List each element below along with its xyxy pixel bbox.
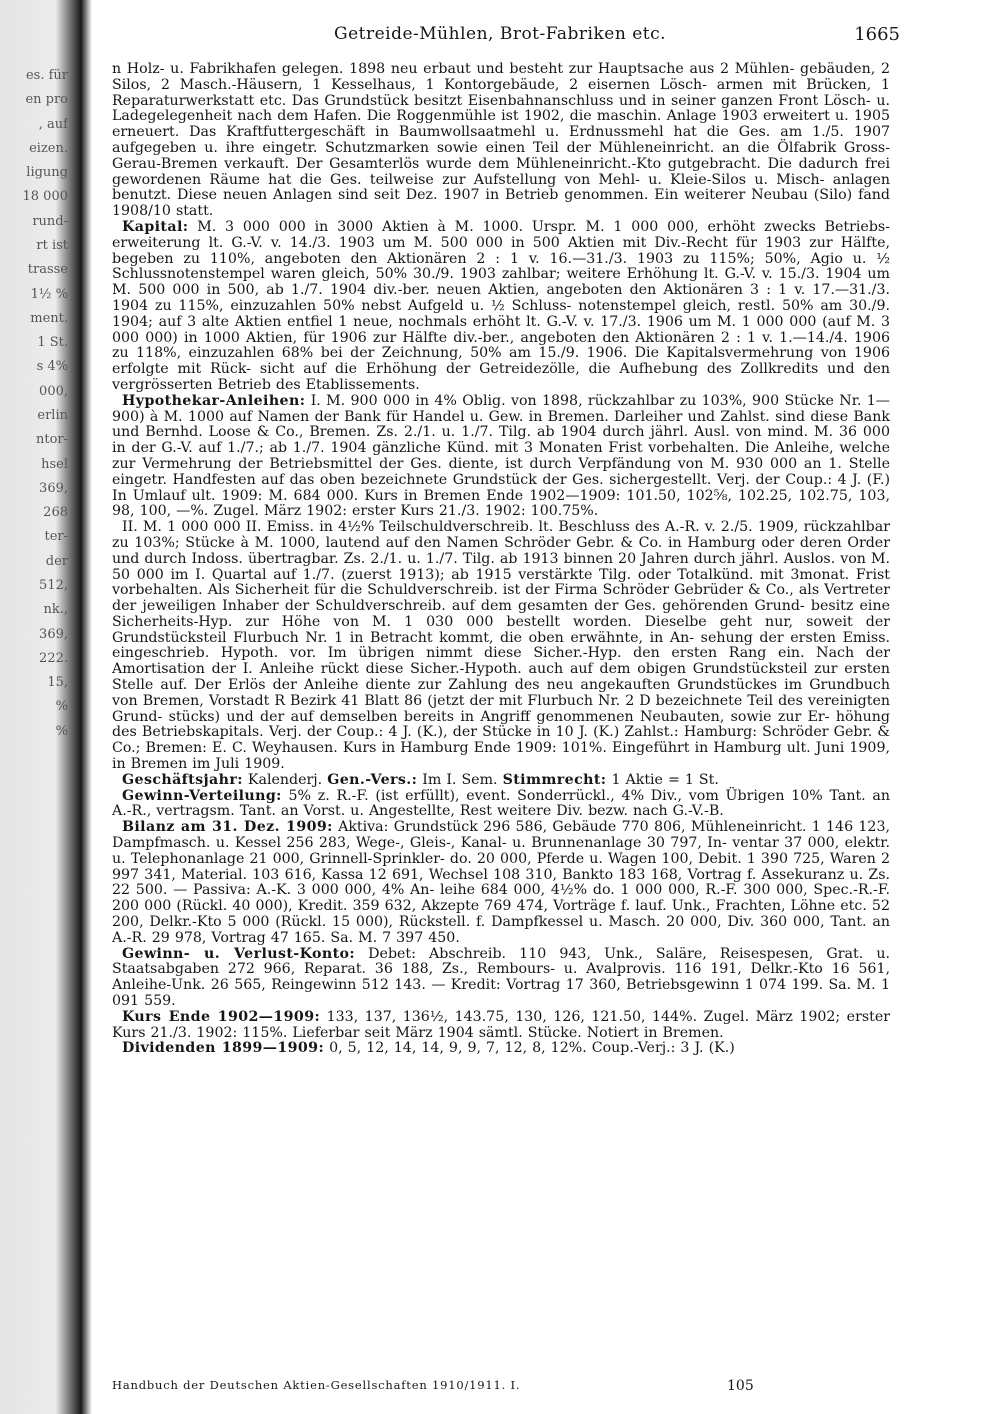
geschaeftsjahr-text: Kalenderj.	[247, 771, 323, 788]
kapital-label: Kapital:	[122, 218, 189, 235]
margin-fragment: 268	[43, 505, 68, 520]
text-column	[112, 62, 890, 1057]
bilanz-label: Bilanz am 31. Dez. 1909:	[122, 819, 333, 836]
kapital-paragraph	[112, 220, 890, 394]
kurs-label: Kurs Ende 1902—1909:	[122, 1008, 321, 1025]
kurs-paragraph	[112, 1010, 890, 1042]
margin-fragment: 000,	[39, 384, 68, 399]
bilanz-paragraph	[112, 820, 890, 946]
footer-book-title: Handbuch der Deutschen Aktien-Gesellschaften 1910/1911. I.	[112, 1378, 521, 1392]
margin-fragment: s 4%	[36, 359, 68, 374]
footer-signature: 105	[727, 1378, 754, 1394]
running-title: Getreide-Mühlen, Brot-Fabriken etc.	[333, 24, 667, 44]
dividenden-text: 0, 5, 12, 14, 14, 9, 9, 7, 12, 8, 12%. Coup.-Verj.: 3 J. (K.)	[329, 1040, 735, 1057]
hypothekar-paragraph	[112, 394, 890, 520]
margin-fragment: ligung	[26, 165, 68, 180]
margin-fragment: es. für	[25, 68, 68, 83]
gewinnverlust-text: Debet: Abschreib. 110 943, Unk., Saläre, Reisespesen, Grat. u. Staatsabgaben 272 966, Reparat. 36 188, Zs., Rembours- u. Avalprovis. 116 191, Delkr.-Kto 16 561, Anleihe-Unk. 26 565, Reingewinn 512 143. — Kredit: Vortrag 17 360, Betriebsgewinn 1 074 199. Sa. M. 1 091 559.	[112, 945, 890, 1010]
gewinnverlust-paragraph	[112, 947, 890, 1010]
margin-fragment: rund-	[32, 214, 68, 229]
page-header	[100, 18, 900, 52]
gewinnverlust-label: Gewinn- u. Verlust-Konto:	[122, 945, 356, 962]
margin-fragment: eizen.	[29, 141, 68, 156]
margin-fragment: 1 St.	[37, 335, 68, 350]
emission2-paragraph: II. M. 1 000 000 II. Emiss. in 4½% Teilschuldverschreib. lt. Beschluss des A.-R. v. 2./5. 1909, rückzahlbar zu 103%; Stücke à M. 1000, lautend auf den Namen Schröder Gebr. & Co. in Hamburg oder deren Order und durch Indoss. übertragbar. Zs. 2./1. u. 1./7. Tilg. ab 1913 binnen 20 Jahren durch jährl. Auslos. von M. 50 000 im I. Quartal auf 1./7. (zuerst 1913); ab 1915 verstärkte Tilg. oder Totalkünd. mit 3monat. Frist vorbehalten. Als Sicherheit für die Schuldverschreib. ist der Firma Schröder Gebrüder & Co., als Vertreter der jeweiligen Inhaber der Schuldverschreib. auf dem gesamten der Ges. gehörenden Grund- besitz eine Sicherheits-Hyp. zur Höhe von M. 1 030 000 bestellt worden. Dieselbe geht nur, soweit der Grundstücksteil Flurbuch Nr. 1 in Betracht kommt, die oben erwähnte, in An- sehung der ersten Emiss. eingeschrieb. Hypoth. vor. Im übrigen nimmt diese Sicher.-Hyp. den ersten Rang ein. Nach der Amortisation der I. Anleihe rückt diese Sicher.-Hypoth. auch auf dem obigen Grundstücksteil zur ersten Stelle auf. Der Erlös der Anleihe diente zur Zahlung des neu angekauften Grundstückes im Grundbuch von Bremen, Vorstadt R Bezirk 41 Blatt 86 (jetzt der mit Flurbuch Nr. 2 D bezeichnete Teil des vereinigten Grund- stücks) und der auf demselben bereits in Angriff genommenen Neubauten, sowie zur Er- höhung des Betriebskapitals. Verj. der Coup.: 4 J. (K.), der Stücke in 10 J. (K.) Zahlst.: Hamburg: Schröder Gebr. & Co.; Bremen: E. C. Weyhausen. Kurs in Hamburg Ende 1909: 101%. Eingeführt in Hamburg ult. Juni 1909, in Bremen im Juli 1909.	[112, 519, 890, 773]
margin-fragment: hsel	[41, 457, 68, 472]
margin-fragment: 369,	[39, 627, 68, 642]
margin-fragment: rt ist	[36, 238, 68, 253]
kapital-text: M. 3 000 000 in 3000 Aktien à M. 1000. Urspr. M. 1 000 000, erhöht zwecks Betriebs- erweiterung lt. G.-V. v. 14./3. 1903 um M. 500 000 in 500 Aktien mit Div.-Recht für 1903 zur Hälfte, begeben zu 110%, angeboten den Aktionären 2 : 1 v. 16.—31./3. 1903 zu 115%; 50%, Agio u. ½ Schlussnotenstempel waren gleich, 50% 30./9. 1903 zahlbar; weitere Erhöhung lt. G.-V. v. 15./3. 1904 um M. 500 000 in 500, ab 1./7. 1904 div.-ber. neuen Aktien, angeboten den Aktionären 3 : 1 v. 17.—31./3. 1904 zu 115%, einzuzahlen 50% nebst Aufgeld u. ½ Schluss- notenstempel gleich, restl. 50% am 30./9. 1904; auf 3 alte Aktien entfiel 1 neue, nochmals erhöht lt. G.-V. v. 17./3. 1906 um M. 1 000 000 (auf M. 3 000 000) in 1000 Aktien, für 1906 zur Hälfte div.-ber., angeboten den Aktionären 2 : 1 v. 1.—14./4. 1906 zu 118%, einzuzahlen 68% bei der Zeichnung, 50% am 15./9. 1906. Die Kapitalsvermehrung von 1906 erfolgte mit Rück- sicht auf die Erhöhung der Getreidezölle, die Aufhebung des Zollkredits und den vergrösserten Betrieb des Etablissements.	[112, 218, 890, 393]
margin-fragment: 15,	[47, 675, 68, 690]
margin-fragment: en pro	[25, 92, 68, 107]
margin-fragment: 512,	[39, 578, 68, 593]
stimmrecht-text: 1 Aktie = 1 St.	[611, 771, 719, 788]
hypothekar-label: Hypothekar-Anleihen:	[122, 392, 306, 409]
margin-fragment: erlin	[37, 408, 68, 423]
margin-fragment: %	[55, 724, 68, 739]
gv-label: Gen.-Vers.:	[327, 771, 418, 788]
geschaeftsjahr-label: Geschäftsjahr:	[122, 771, 243, 788]
page-number: 1665	[854, 24, 900, 45]
margin-fragment: ter-	[44, 529, 68, 544]
page-footer	[112, 1374, 890, 1393]
margin-fragment: 222.	[39, 651, 68, 666]
margin-fragment: 1½ %	[30, 287, 68, 302]
margin-fragment: der	[45, 554, 68, 569]
margin-fragment: %	[55, 699, 68, 714]
margin-fragment: ment.	[30, 311, 68, 326]
dividenden-label: Dividenden 1899—1909:	[122, 1040, 325, 1057]
gewinn-label: Gewinn-Verteilung:	[122, 787, 282, 804]
intro-paragraph: n Holz- u. Fabrikhafen gelegen. 1898 neu erbaut und besteht zur Hauptsache aus 2 Mühlen- gebäuden, 2 Silos, 2 Masch.-Häusern, 1 Kesselhaus, 1 Kontorgebäude, 2 eisernen Lösch- armen mit Brücken, 1 Reparaturwerkstatt etc. Das Grundstück besitzt Eisenbahnanschluss und in seiner ganzen Front Lösch- u. Ladegelegenheit nach dem Hafen. Die Roggenmühle ist 1902, die maschin. Anlage 1903 erweitert u. 1905 erneuert. Das Kraftfuttergeschäft in Baumwollsaatmehl u. Erdnussmehl hat die Ges. am 1./5. 1907 aufgegeben u. ihre eingetr. Schutzmarken sowie einen Teil der Mühleneinricht. an die Ölfabrik Gross-Gerau-Bremen verkauft. Der Gesamterlös wurde dem Mühleneinricht.-Kto gutgebracht. Die dadurch frei gewordenen Räume hat die Ges. teilweise zur Aufstellung von Mehl- u. Kleie-Silos u. Misch- anlagen benutzt. Diese neuen Anlagen sind seit Dez. 1907 in Betrieb genommen. Ein weiterer Neubau (Silo) fand 1908/10 statt.	[112, 61, 890, 220]
stimmrecht-label: Stimmrecht:	[502, 771, 607, 788]
meta-paragraph	[112, 773, 890, 789]
kurs-text: 133, 137, 136½, 143.75, 130, 126, 121.50, 144%. Zugel. März 1902; erster Kurs 21./3. 1902: 115%. Lieferbar seit März 1904 sämtl. Stücke. Notiert in Bremen.	[112, 1008, 891, 1041]
gewinn-text: 5% z. R.-F. (ist erfüllt), event. Sonderrückl., 4% Div., vom Übrigen 10% Tant. an A.-R., vertragsm. Tant. an Vorst. u. Angestellte, Rest weitere Div. bezw. nach G.-V.-B.	[112, 787, 890, 820]
margin-fragment: ntor-	[35, 432, 68, 447]
margin-fragment: 18 000	[22, 189, 68, 204]
margin-fragment: trasse	[27, 262, 68, 277]
margin-fragment: nk.,	[43, 602, 68, 617]
gv-text: Im I. Sem.	[422, 771, 498, 788]
bilanz-text: Aktiva: Grundstück 296 586, Gebäude 770 806, Mühleneinricht. 1 146 123, Dampfmasch. u. Kessel 256 283, Wege-, Gleis-, Kanal- u. Brunnenanlage 30 797, In- ventar 37 000, elektr. u. Telephonanlage 21 000, Grinnell-Sprinkler- do. 20 000, Pferde u. Wagen 100, Debit. 1 390 725, Waren 2 997 341, Material. 103 616, Kassa 12 691, Wechsel 108 310, Bankto 183 168, Vortrag f. Assekuranz u. Zs. 22 500. — Passiva: A.-K. 3 000 000, 4% An- leihe 684 000, 4½% do. 1 000 000, R.-F. 300 000, Spec.-R.-F. 200 000 (Rückl. 40 000), Kredit. 359 632, Akzepte 769 474, Vorträge f. lauf. Unk., Frachten, Löhne etc. 52 200, Delkr.-Kto 5 000 (Rückl. 15 000), Rückstell. f. Dampfkessel u. Masch. 20 000, Div. 360 000, Tant. an A.-R. 29 978, Vortrag 47 165. Sa. M. 7 397 450.	[112, 819, 890, 946]
previous-page-margin-fragments	[0, 60, 70, 760]
hypothekar-text: I. M. 900 000 in 4% Oblig. von 1898, rückzahlbar zu 103%, 900 Stücke Nr. 1—900) à M. 1000 auf Namen der Bank für Handel u. Gew. in Bremen. Darleiher und Zahlst. sind diese Bank und Bernhd. Loose & Co., Bremen. Zs. 2./1. u. 1./7. Tilg. ab 1904 durch jährl. Ausl. von mind. M. 36 000 in der G.-V. auf 1./7.; ab 1./7. 1904 gänzliche Künd. mit 3 Monaten Frist vorbehalten. Die Anleihe, welche zur Vermehrung der Betriebsmittel der Ges. diente, ist durch Verpfändung von M. 930 000 an 1. Stelle eingetr. Handfesten auf das oben bezeichnete Grundstück der Ges. sichergestellt. Verj. der Coup.: 4 J. (F.) In Umlauf ult. 1909: M. 684 000. Kurs in Bremen Ende 1902—1909: 101.50, 102⅝, 102.25, 102.75, 103, 98, 100, —%. Zugel. März 1902: erster Kurs 21./3. 1902: 100.75%.	[112, 392, 890, 520]
gewinn-paragraph	[112, 789, 890, 821]
margin-fragment: , auf	[38, 117, 68, 132]
margin-fragment: 369,	[39, 481, 68, 496]
dividenden-paragraph	[112, 1041, 890, 1057]
